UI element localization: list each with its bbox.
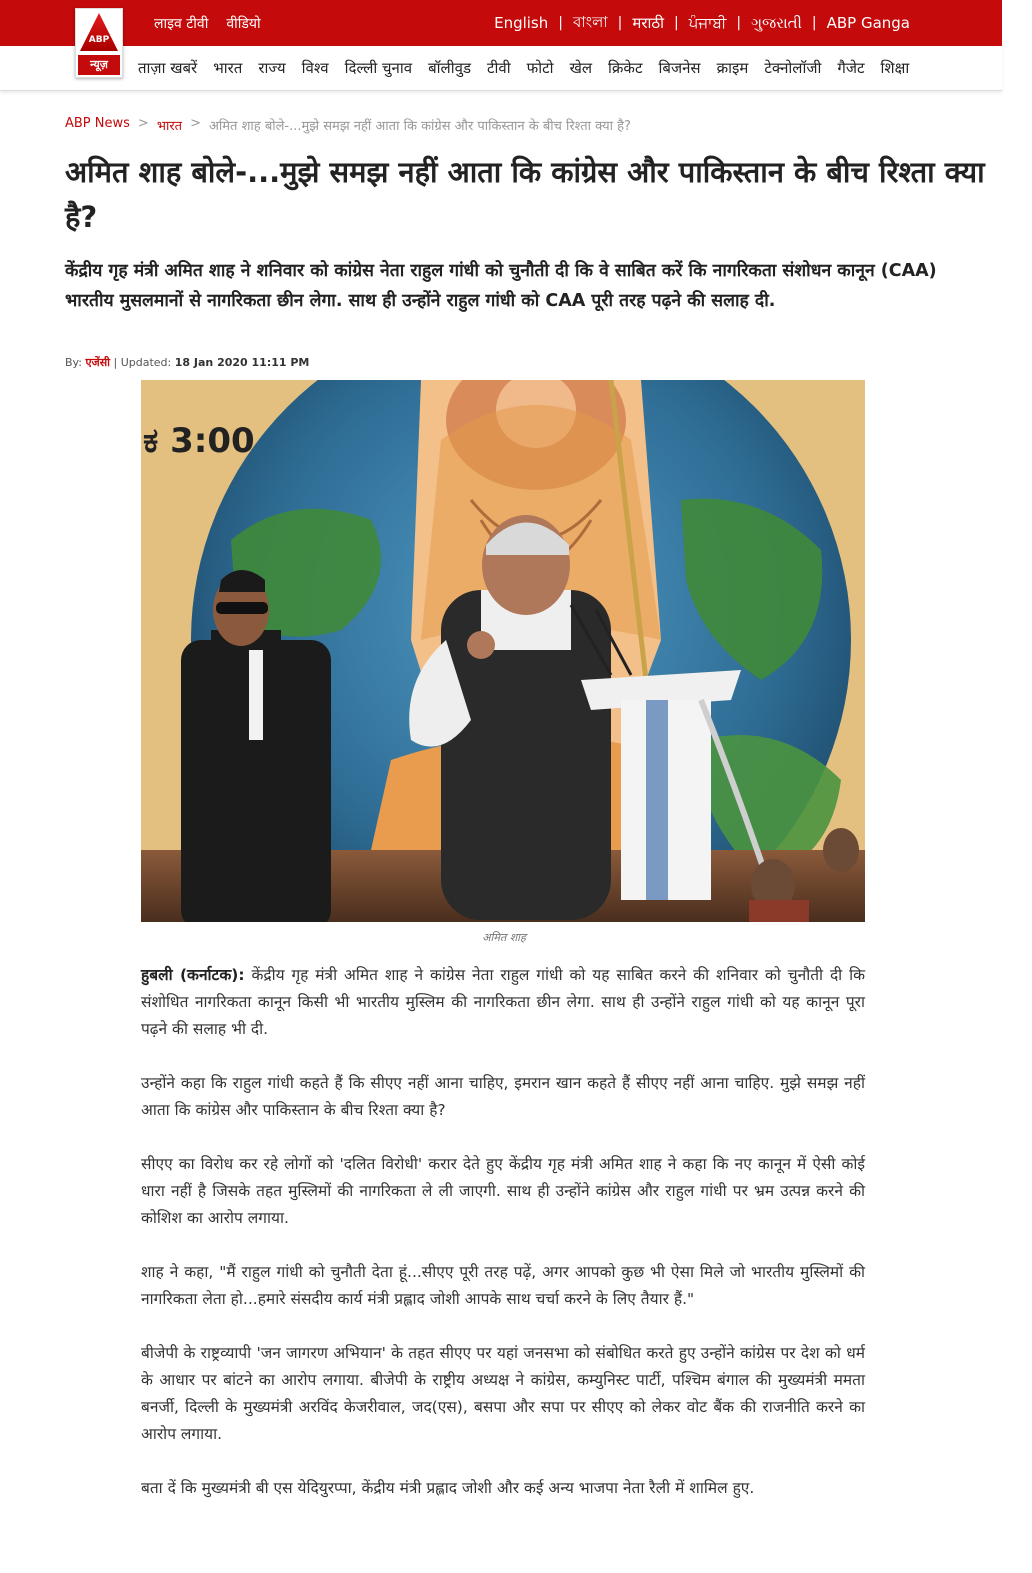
lang-abp-ganga[interactable]: ABP Ganga bbox=[826, 14, 910, 32]
article-body bbox=[141, 962, 865, 1529]
article-summary: केंद्रीय गृह मंत्री अमित शाह ने शनिवार को कांग्रेस नेता राहुल गांधी को चुनौती दी कि वे साबित करें कि नागरिकता संशोधन कानून (CAA) भारतीय मुसलमानों से नागरिकता छीन लेगा. साथ ही उन्होंने राहुल गांधी को CAA पूरी तरह पढ़ने की सलाह दी. bbox=[65, 261, 937, 311]
logo-news-text: न्यूज़ bbox=[78, 55, 120, 75]
byline-author[interactable]: एजेंसी bbox=[85, 356, 110, 369]
photo-caption: अमित शाह bbox=[482, 931, 526, 944]
photo-illustration bbox=[141, 380, 865, 922]
breadcrumb-home[interactable]: ABP News bbox=[65, 116, 130, 131]
top-bar bbox=[0, 0, 1002, 46]
nav-item-bollywood[interactable]: बॉलीवुड bbox=[428, 59, 471, 77]
breadcrumb-section[interactable]: भारत bbox=[156, 119, 183, 134]
byline-by: By: bbox=[65, 356, 82, 369]
article-paragraph: बता दें कि मुख्यमंत्री बी एस येदियुरप्पा, केंद्रीय मंत्री प्रह्लाद जोशी और कई अन्य भाजपा नेता रैली में शामिल हुए. bbox=[141, 1479, 755, 1497]
nav-item-crime[interactable]: क्राइम bbox=[716, 59, 749, 77]
breadcrumb-current: अमित शाह बोले-...मुझे समझ नहीं आता कि कांग्रेस और पाकिस्तान के बीच रिश्ता क्या है? bbox=[208, 119, 631, 134]
byline-date: 18 Jan 2020 11:11 PM bbox=[174, 356, 310, 369]
breadcrumb-separator: > bbox=[190, 116, 201, 131]
nav-item-cricket[interactable]: क्रिकेट bbox=[608, 59, 643, 77]
main-nav bbox=[0, 46, 1002, 91]
nav-item-gadget[interactable]: गैजेट bbox=[837, 59, 865, 77]
nav-item-business[interactable]: बिजनेस bbox=[658, 59, 701, 77]
lang-marathi[interactable]: मराठी bbox=[632, 14, 664, 32]
article-paragraph bbox=[141, 962, 865, 1043]
language-switcher: English | বাংলা | मराठी | ਪੰਜਾਬੀ | ગુજરાતી | ABP Ganga bbox=[494, 0, 910, 46]
article-paragraph-text: केंद्रीय गृह मंत्री अमित शाह ने कांग्रेस नेता राहुल गांधी को यह साबित करने की शनिवार को चुनौती दी कि संशोधित नागरिकता कानून किसी भी भारतीय मुस्लिम की नागरिकता छीन लेगा. साथ ही उन्होंने राहुल गांधी को यह कानून पूरा पढ़ने की सलाह भी दी. bbox=[141, 966, 865, 1038]
nav-item-tv[interactable]: टीवी bbox=[486, 59, 511, 77]
photo-banner-text: ಕ 3:00 bbox=[143, 421, 255, 461]
nav-item-sports[interactable]: खेल bbox=[569, 59, 593, 77]
nav-item-photo[interactable]: फोटो bbox=[526, 59, 554, 77]
nav-item-delhi-election[interactable]: दिल्ली चुनाव bbox=[344, 59, 413, 77]
breadcrumb bbox=[65, 116, 631, 134]
lang-gujarati[interactable]: ગુજરાતી bbox=[751, 14, 802, 32]
byline bbox=[65, 355, 309, 370]
article-photo bbox=[141, 380, 865, 922]
article-dateline: हुबली (कर्नाटक): bbox=[141, 966, 245, 984]
article-paragraph: सीएए का विरोध कर रहे लोगों को 'दलित विरोधी' करार देते हुए केंद्रीय गृह मंत्री अमित शाह ने कहा कि नए कानून में ऐसी कोई धारा नहीं है जिसके तहत मुस्लिमों की नागरिकता ले ली जाएगी. साथ ही उन्होंने कांग्रेस और राहुल गांधी पर भ्रम उत्पन्न करने की कोशिश का आरोप लगाया. bbox=[141, 1155, 865, 1227]
byline-divider: | bbox=[113, 356, 118, 369]
nav-item-world[interactable]: विश्व bbox=[301, 59, 329, 77]
lang-punjabi[interactable]: ਪੰਜਾਬੀ bbox=[688, 14, 727, 32]
article-headline: अमित शाह बोले-...मुझे समझ नहीं आता कि कांग्रेस और पाकिस्तान के बीच रिश्ता क्या है? bbox=[65, 155, 985, 234]
logo-abp-text: ABP bbox=[88, 35, 110, 45]
abp-news-logo[interactable] bbox=[75, 8, 123, 78]
nav-items bbox=[138, 46, 909, 90]
article-paragraph: बीजेपी के राष्ट्रव्यापी 'जन जागरण अभियान' के तहत सीएए पर यहां जनसभा को संबोधित करते हुए उन्होंने कांग्रेस पर देश को धर्म के आधार पर बांटने का आरोप लगाया. बीजेपी के राष्ट्रीय अध्यक्ष ने कांग्रेस, कम्युनिस्ट पार्टी, पश्चिम बंगाल की मुख्यमंत्री ममता बनर्जी, दिल्ली के मुख्यमंत्री अरविंद केजरीवाल, जद(एस), बसपा और सपा पर सीएए को लेकर वोट बैंक की राजनीति करने का आरोप लगाया. bbox=[141, 1344, 865, 1443]
live-tv-link[interactable]: लाइव टीवी bbox=[154, 15, 209, 32]
nav-item-education[interactable]: शिक्षा bbox=[880, 59, 910, 77]
nav-item-latest[interactable]: ताज़ा खबरें bbox=[138, 59, 198, 77]
breadcrumb-separator: > bbox=[137, 116, 149, 131]
lang-bangla[interactable]: বাংলা bbox=[572, 12, 608, 31]
byline-updated-label: Updated: bbox=[120, 356, 172, 369]
logo-triangle bbox=[80, 13, 118, 51]
top-links bbox=[154, 0, 261, 46]
article-paragraph: उन्होंने कहा कि राहुल गांधी कहते हैं कि सीएए नहीं आना चाहिए, इमरान खान कहते हैं सीएए नहीं आना चाहिए. मुझे समझ नहीं आता कि कांग्रेस और पाकिस्तान के बीच रिश्ता क्या है? bbox=[141, 1074, 865, 1119]
nav-item-technology[interactable]: टेक्नोलॉजी bbox=[764, 59, 822, 77]
video-link[interactable]: वीडियो bbox=[226, 15, 261, 32]
article-paragraph: शाह ने कहा, "मैं राहुल गांधी को चुनौती देता हूं...सीएए पूरी तरह पढ़ें, अगर आपको कुछ भी ऐसा मिले जो भारतीय मुस्लिमों की नागरिकता लेता हो...हमारे संसदीय कार्य मंत्री प्रह्लाद जोशी आपके साथ चर्चा करने के लिए तैयार हैं." bbox=[141, 1263, 865, 1308]
lang-english[interactable]: English bbox=[494, 14, 549, 32]
nav-item-india[interactable]: भारत bbox=[213, 59, 243, 77]
nav-item-states[interactable]: राज्य bbox=[258, 59, 286, 77]
